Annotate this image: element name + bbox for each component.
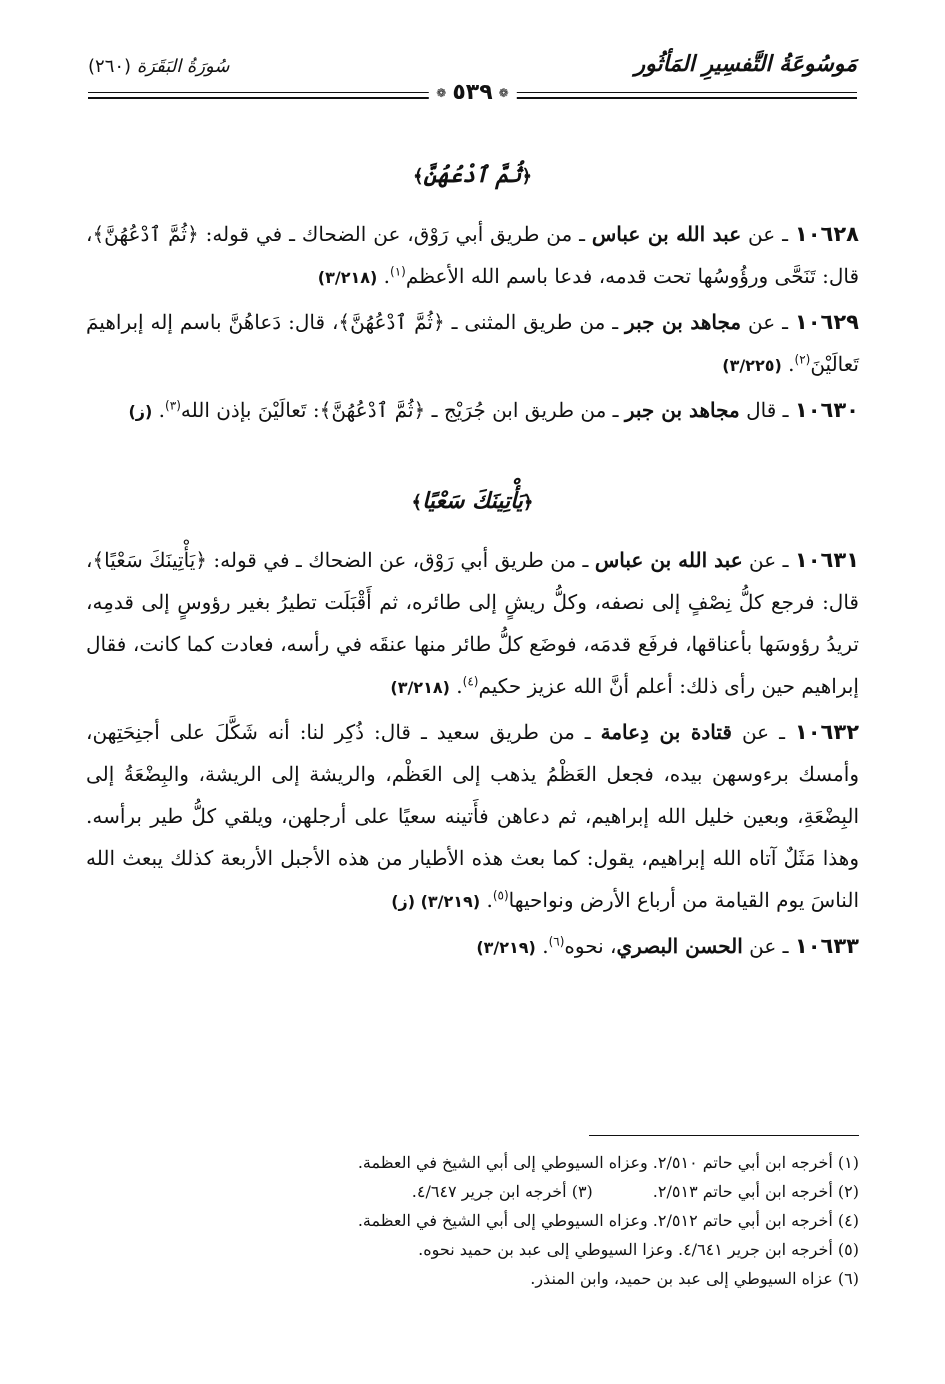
narrator-name: قتادة بن دِعامة: [600, 720, 732, 744]
entry-prefix: ـ عن: [742, 548, 795, 572]
entry-end: .: [152, 398, 166, 422]
footnote-number: (٥): [837, 1240, 859, 1259]
quran-bracket-close: ﴾: [411, 492, 423, 513]
footnote-marker: (١): [390, 264, 406, 279]
ornament-icon: ❁: [498, 85, 509, 100]
entry-prefix: ـ عن: [731, 720, 795, 744]
entry-text: ، نحوه: [564, 934, 617, 958]
narration-entry: [86, 925, 859, 969]
footnote-separator: [589, 1135, 859, 1136]
section-heading: [86, 155, 859, 195]
entry-number: ١٠٦٣٠: [794, 398, 859, 422]
entry-prefix: ـ قال: [739, 398, 795, 422]
footnote-number: (٣): [571, 1182, 593, 1201]
entry-number: ١٠٦٣٣: [794, 934, 859, 958]
footnote-text: عزاه السيوطي إلى عبد بن حميد، وابن المنذر.: [530, 1269, 833, 1288]
heading-text: ثُمَّ ٱدْعُهُنَّ: [423, 162, 522, 188]
ornament-icon: ❁: [436, 85, 447, 100]
footnote-marker: (٤): [462, 674, 479, 689]
entry-text: ـ من طريق المثنى ـ ﴿ثُمَّ ٱدْعُهُنَّ﴾، قال: دَعاهُنَّ باسم إله إبراهيمَ تَعالَيْنَ: [86, 310, 859, 376]
volume-reference: (ز): [128, 402, 153, 421]
ayah-number: (٢٦٠): [88, 56, 132, 77]
footnote: [86, 1264, 859, 1293]
heading-text: يَأْتِينَكَ سَعْيًا: [422, 488, 523, 514]
quran-bracket-open: ﴿: [522, 492, 534, 513]
page-number-box: [428, 80, 516, 105]
narration-entry: [86, 389, 859, 433]
entry-prefix: ـ عن: [742, 934, 795, 958]
entry-end: .: [535, 934, 549, 958]
entry-prefix: ـ عن: [741, 222, 795, 246]
narrator-name: مجاهد بن جبر: [624, 398, 740, 422]
footnote-marker: (٢): [794, 352, 811, 367]
footnote-text: أخرجه ابن أبي حاتم ٢/٥١٢. وعزاه السيوطي إلى أبي الشيخ في العظمة.: [357, 1211, 833, 1230]
narrator-name: عبد الله بن عباس: [591, 222, 742, 246]
entry-end: .: [449, 674, 463, 698]
footnote: [86, 1206, 859, 1235]
footnote-marker: (٣): [165, 398, 181, 413]
page-number: ٥٣٩: [452, 80, 493, 105]
narration-entry: [86, 539, 859, 709]
footnote-text: أخرجه ابن أبي حاتم ٢/٥١٣.: [652, 1182, 833, 1201]
entry-end: .: [480, 888, 493, 912]
entry-prefix: ـ عن: [741, 310, 795, 334]
volume-reference: (٣/٢١٨): [390, 678, 450, 697]
running-header: [88, 52, 857, 112]
narrator-name: الحسن البصري: [616, 934, 743, 958]
volume-reference: (٣/٢١٨): [317, 268, 378, 287]
entry-text: ـ من طريق أبي رَوْق، عن الضحاك ـ في قوله: ﴿يَأْتِينَكَ سَعْيًا﴾، قال: فرجع كلُّ نِصْفٍ إلى نصفه، وكلُّ ريشٍ إلى طائره، ثم أَقْبَلَت تطيرُ بغير رؤوسٍ إلى قدمِه، تريدُ رؤوسَها بأعناقها، فرفَع قدمَه، فوضَع كلُّ طائر منها عنقَه في رأسه، فعادت كما كانت، فقال إبراهيم حين رأى ذلك: أعلم أنَّ الله عزيز حكيم: [86, 548, 859, 698]
footnote-text: أخرجه ابن أبي حاتم ٢/٥١٠. وعزاه السيوطي إلى أبي الشيخ في العظمة.: [357, 1153, 833, 1172]
surah-name: سُورَةُ البَقَرَة: [136, 56, 230, 77]
entry-text: ـ من طريق سعيد ـ قال: ذُكِر لنا: أنه شَكَّلَ على أجنِحَتِهن، وأمسك برءوسهن بيده، فجعل العَظْمُ يذهب إلى العَظْم، والريشة إلى الريشة، والبِضْعَةُ إلى البِضْعَةِ، وبعين خليل الله إبراهيم، ثم دعاهن فأَتينه سعيًا على أرجلهن، ويلقي كلُّ طير برأسه. وهذا مَثَلٌ آتاه الله إبراهيم، يقول: كما بعث هذه الأطيار من هذه الأجبل الأربعة كذلك يبعث الله الناسَ يوم القيامة من أرباع الأرض ونواحيها: [86, 720, 859, 912]
entry-text: ـ من طريق أبي رَوْق، عن الضحاك ـ في قوله: ﴿ثُمَّ ٱدْعُهُنَّ﴾، قال: تَنَحَّى ورؤُوسُها تحت قدمه، فدعا باسم الله الأعظم: [86, 222, 859, 288]
footnotes: [86, 1148, 859, 1293]
footnote-number: (١): [837, 1153, 859, 1172]
entry-end: .: [377, 264, 391, 288]
footnote-number: (٦): [837, 1269, 859, 1288]
footnote-marker: (٦): [548, 934, 565, 949]
footnote: [86, 1177, 859, 1206]
surah-label: [88, 56, 229, 77]
footnote: [86, 1235, 859, 1264]
narration-entry: [86, 301, 859, 387]
volume-reference: (٣/٢١٩) (ز): [391, 892, 481, 911]
main-content: [86, 155, 859, 971]
narration-entry: [86, 711, 859, 923]
entry-number: ١٠٦٣١: [794, 548, 860, 572]
entry-text: ـ من طريق ابن جُرَيْج ـ ﴿ثُمَّ ٱدْعُهُنَّ﴾: تَعالَيْنَ بإذن الله: [180, 398, 625, 422]
entry-number: ١٠٦٢٨: [794, 222, 859, 246]
footnote-number: (٤): [837, 1211, 859, 1230]
narrator-name: عبد الله بن عباس: [594, 548, 743, 572]
section-heading: [86, 481, 859, 521]
footnote: [86, 1148, 859, 1177]
quran-bracket-open: ﴿: [521, 166, 532, 187]
volume-reference: (٣/٢١٩): [476, 938, 536, 957]
narration-entry: [86, 213, 859, 299]
entry-number: ١٠٦٢٩: [794, 310, 859, 334]
narrator-name: مجاهد بن جبر: [625, 310, 742, 334]
footnote-marker: (٥): [492, 888, 509, 903]
footnote-number: (٢): [837, 1182, 859, 1201]
entry-end: .: [781, 352, 795, 376]
footnote-text: أخرجه ابن جرير ٤/٦٤١. وعزا السيوطي إلى عبد بن حميد نحوه.: [418, 1240, 833, 1259]
book-title: مَوسُوعَةُ التَّفسِيرِ المَأثُور: [634, 52, 857, 77]
volume-reference: (٣/٢٢٥): [722, 356, 782, 375]
entry-number: ١٠٦٣٢: [794, 720, 860, 744]
footnote-text: أخرجه ابن جرير ٤/٦٤٧.: [411, 1182, 567, 1201]
quran-bracket-close: ﴾: [413, 166, 424, 187]
